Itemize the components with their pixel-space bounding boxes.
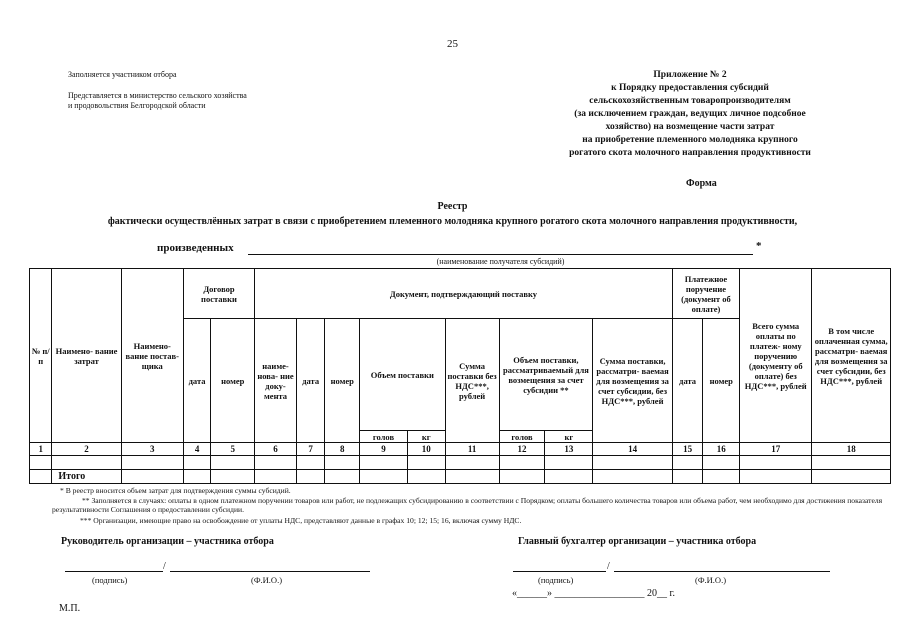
stamp-place: М.П. xyxy=(59,603,81,614)
table-cell[interactable] xyxy=(325,456,360,470)
total-row xyxy=(30,470,891,484)
appendix-line-2: к Порядку предоставления субсидий xyxy=(611,83,769,93)
filled-by-note: Заполняется участником отбора xyxy=(68,70,177,79)
header-payment-number: номер xyxy=(703,319,740,443)
accountant-name-caption: (Ф.И.О.) xyxy=(695,575,727,585)
submitted-to-note-2: и продовольствия Белгородской области xyxy=(68,101,206,110)
table-cell[interactable] xyxy=(812,456,891,470)
accountant-signature-caption: (подпись) xyxy=(538,575,574,585)
column-number: 1 xyxy=(30,443,52,456)
header-contract-date: дата xyxy=(183,319,211,443)
header-document-date: дата xyxy=(296,319,325,443)
column-number: 2 xyxy=(52,443,121,456)
head-name-line[interactable] xyxy=(170,571,370,572)
unit-kg: кг xyxy=(407,431,445,443)
table-cell[interactable] xyxy=(445,456,499,470)
accountant-signature-line[interactable] xyxy=(513,571,606,572)
header-document-number: номер xyxy=(325,319,360,443)
footnote-1: * В реестр вносится объем затрат для подтверждения суммы субсидий. xyxy=(60,486,291,495)
table-cell[interactable] xyxy=(183,456,211,470)
table-cell[interactable] xyxy=(740,456,812,470)
registry-table xyxy=(29,268,891,484)
table-cell[interactable] xyxy=(593,470,673,484)
table-cell[interactable] xyxy=(445,470,499,484)
column-number: 16 xyxy=(703,443,740,456)
column-number: 15 xyxy=(672,443,703,456)
table-cell[interactable] xyxy=(593,456,673,470)
header-volume-subsidy: Объем поставки, рассматриваемый для возмещения за счет субсидии ** xyxy=(499,319,593,431)
table-cell[interactable] xyxy=(296,470,325,484)
table-cell[interactable] xyxy=(545,470,593,484)
table-cell[interactable] xyxy=(499,456,545,470)
table-cell[interactable] xyxy=(52,456,121,470)
table-cell[interactable] xyxy=(672,456,703,470)
header-supply-document: Документ, подтверждающий поставку xyxy=(255,269,673,319)
recipient-name-field[interactable] xyxy=(248,254,753,255)
unit-heads-subsidy: голов xyxy=(499,431,545,443)
header-payment-date: дата xyxy=(672,319,703,443)
unit-heads: голов xyxy=(360,431,408,443)
appendix-line-7: рогатого скота молочного направления продуктивности xyxy=(569,148,811,158)
table-cell[interactable] xyxy=(360,456,408,470)
column-number: 7 xyxy=(296,443,325,456)
header-payment-order: Платежное поручение (документ об оплате) xyxy=(672,269,739,319)
unit-kg-subsidy: кг xyxy=(545,431,593,443)
table-cell[interactable] xyxy=(121,470,183,484)
table-cell[interactable] xyxy=(360,470,408,484)
table-cell[interactable] xyxy=(499,470,545,484)
table-cell[interactable] xyxy=(740,470,812,484)
date-field[interactable]: «______» __________________ 20__ г. xyxy=(512,588,675,599)
footnote-3: *** Организации, имеющие право на освобождение от уплаты НДС, представляют данные в графах 10; 12; 15; 16, включая сумму НДС. xyxy=(80,516,522,525)
page-number: 25 xyxy=(447,38,458,50)
column-numbers-row xyxy=(30,443,891,456)
appendix-line-5: хозяйство) на возмещение части затрат xyxy=(605,122,775,132)
appendix-line-6: на приобретение племенного молодняка крупного xyxy=(582,135,798,145)
form-label: Форма xyxy=(686,178,717,189)
document-subtitle: фактически осуществлённых затрат в связи с приобретением племенного молодняка крупного рогатого скота молочного направления продуктивности, xyxy=(107,216,798,227)
table-cell[interactable] xyxy=(407,456,445,470)
accountant-slash: / xyxy=(607,561,610,572)
header-sum-subsidy: Сумма поставки, рассматри- ваемая для возмещения за счет субсидии, без НДС***, рублей xyxy=(593,319,673,443)
table-cell[interactable] xyxy=(211,456,255,470)
table-cell[interactable] xyxy=(296,456,325,470)
header-cost-name: Наимено- вание затрат xyxy=(52,269,121,443)
header-supplier: Наимено- вание постав- щика xyxy=(121,269,183,443)
column-number: 18 xyxy=(812,443,891,456)
appendix-heading xyxy=(540,69,840,160)
appendix-line-4: (за исключением граждан, ведущих личное подсобное xyxy=(574,109,806,119)
header-total-payment: Всего сумма оплаты по платеж- ному поручению (документу об оплате) без НДС***, рублей xyxy=(740,269,812,443)
submitted-to-note-1: Представляется в министерство сельского хозяйства xyxy=(68,91,247,100)
table-row[interactable] xyxy=(30,456,891,470)
appendix-line-1: Приложение № 2 xyxy=(653,70,727,80)
header-subsidy-amount: В том числе оплаченная сумма, рассматри- ваемая для возмещения за счет субсидии, без НДС***, рублей xyxy=(812,269,891,443)
column-number: 9 xyxy=(360,443,408,456)
table-cell[interactable] xyxy=(407,470,445,484)
recipient-hint: (наименование получателя субсидий) xyxy=(436,257,565,266)
column-number: 5 xyxy=(211,443,255,456)
accountant-name-line[interactable] xyxy=(614,571,830,572)
table-cell[interactable] xyxy=(812,470,891,484)
column-number: 13 xyxy=(545,443,593,456)
column-number: 17 xyxy=(740,443,812,456)
table-cell[interactable] xyxy=(672,470,703,484)
column-number: 14 xyxy=(593,443,673,456)
header-row-number: № п/п xyxy=(30,269,52,443)
table-cell[interactable] xyxy=(703,456,740,470)
table-cell[interactable] xyxy=(183,470,211,484)
head-signature-title: Руководитель организации – участника отбора xyxy=(61,536,274,547)
table-cell[interactable] xyxy=(255,456,297,470)
table-cell[interactable] xyxy=(255,470,297,484)
head-name-caption: (Ф.И.О.) xyxy=(251,575,283,585)
table-cell[interactable] xyxy=(30,456,52,470)
footnote-2: ** Заполняется в случаях: оплаты в одном платежном поручении товаров или работ, не подлежащих субсидированию в соответствии с Порядком; оплаты большего количества товаров или объема работ, чем необходимо для достижения показателя результативности Соглашения о предоставлении субсидии. xyxy=(52,496,883,514)
header-document-name: наиме- нова- ние доку- мента xyxy=(255,319,297,443)
total-label: Итого xyxy=(52,470,121,484)
header-contract: Договор поставки xyxy=(183,269,254,319)
head-slash: / xyxy=(163,561,166,572)
column-number: 4 xyxy=(183,443,211,456)
accountant-signature-title: Главный бухгалтер организации – участника отбора xyxy=(518,536,757,547)
produced-label: произведенных xyxy=(157,242,234,254)
table-cell[interactable] xyxy=(211,470,255,484)
header-supply-volume: Объем поставки xyxy=(360,319,446,431)
appendix-line-3: сельскохозяйственным товаропроизводителям xyxy=(589,96,791,106)
table-cell[interactable] xyxy=(703,470,740,484)
head-signature-line[interactable] xyxy=(65,571,163,572)
column-number: 6 xyxy=(255,443,297,456)
column-number: 3 xyxy=(121,443,183,456)
column-number: 12 xyxy=(499,443,545,456)
document-title: Реестр xyxy=(437,201,468,212)
header-contract-number: номер xyxy=(211,319,255,443)
table-cell[interactable] xyxy=(325,470,360,484)
table-cell[interactable] xyxy=(121,456,183,470)
table-cell[interactable] xyxy=(545,456,593,470)
column-number: 8 xyxy=(325,443,360,456)
column-number: 11 xyxy=(445,443,499,456)
head-signature-caption: (подпись) xyxy=(92,575,128,585)
column-number: 10 xyxy=(407,443,445,456)
recipient-asterisk: * xyxy=(756,240,762,252)
table-cell xyxy=(30,470,52,484)
header-supply-sum: Сумма поставки без НДС***, рублей xyxy=(445,319,499,443)
